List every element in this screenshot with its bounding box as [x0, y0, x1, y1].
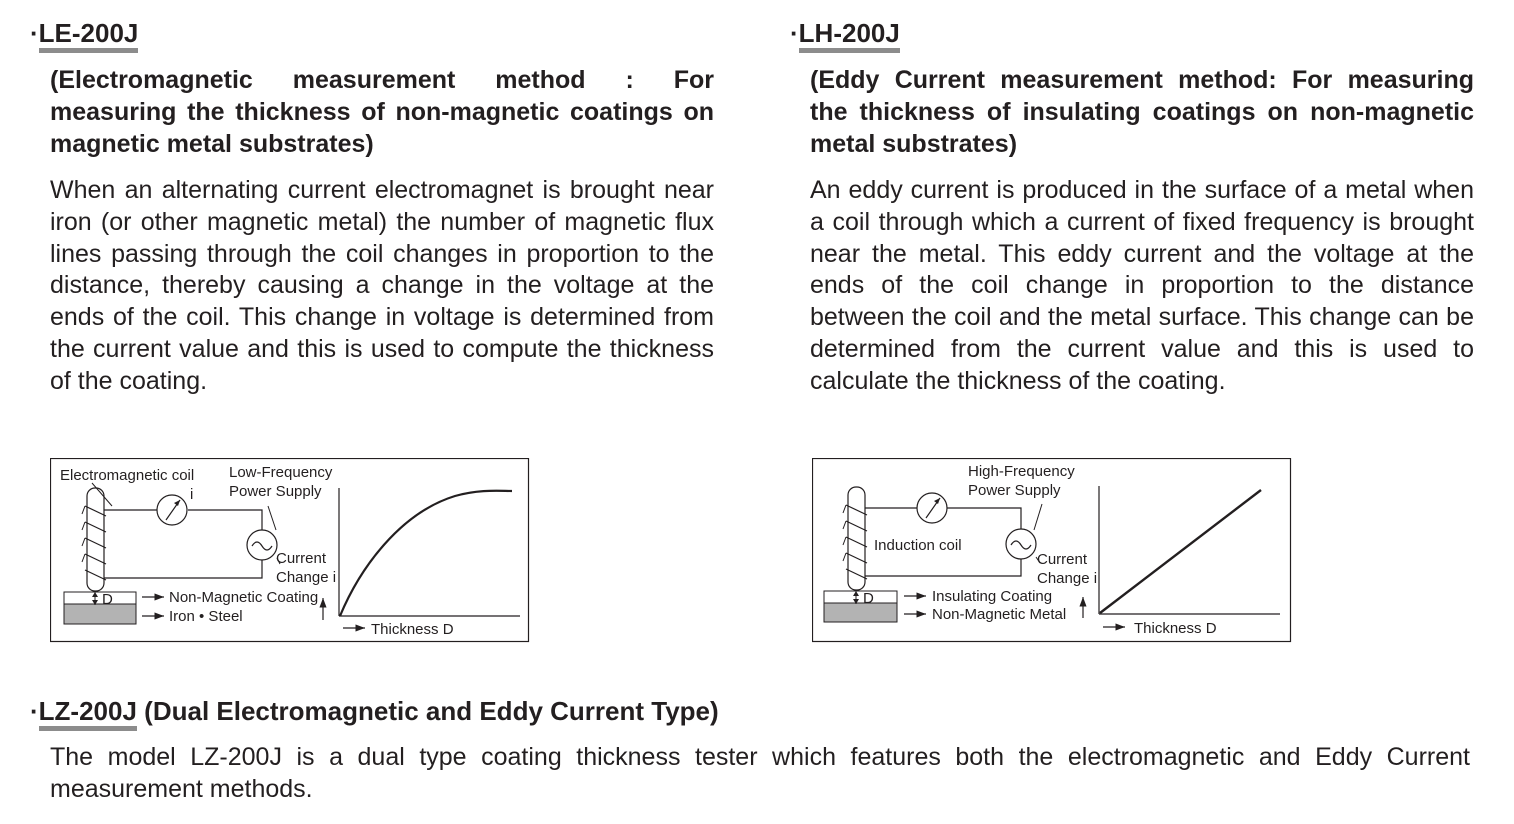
le-subheading: (Electromagnetic measurement method : For measuring the thickness of non-magnetic coatings on magnetic metal substrates): [50, 66, 714, 158]
change-label-2: Change i: [276, 569, 337, 586]
model-name: LZ-200J: [39, 696, 137, 731]
supply-label-2: Power Supply: [229, 483, 322, 500]
lz-title: (Dual Electromagnetic and Eddy Current Type): [136, 696, 719, 726]
lh-diagram: [812, 458, 1294, 649]
bullet: ·: [30, 18, 39, 48]
le-200j-heading: [30, 16, 138, 53]
coil-label: Induction coil: [874, 537, 962, 554]
layer-label-substrate: Iron • Steel: [169, 608, 243, 625]
supply-label-1: Low-Frequency: [229, 464, 333, 481]
supply-label-2: Power Supply: [968, 482, 1061, 499]
bullet: ·: [790, 18, 799, 48]
change-label-2: Change i: [1037, 570, 1098, 587]
model-name: LH-200J: [799, 18, 900, 53]
change-label-1: Current: [1037, 551, 1088, 568]
current-symbol: i: [190, 486, 194, 503]
d-label: D: [863, 590, 874, 607]
x-axis-label: Thickness D: [371, 621, 454, 638]
supply-label-1: High-Frequency: [968, 463, 1075, 480]
bullet: ·: [30, 696, 39, 726]
lh-description: An eddy current is produced in the surface of a metal when a coil through which a current of fixed frequency is brought near the metal. This eddy current and the voltage at the ends of the coil change in proportion to the distance between the coil and the metal surface. This change can be determined from the current value and this is used to calculate the thickness of the coating.: [810, 176, 1474, 395]
lh-200j-heading: [790, 16, 900, 53]
lh-subheading: (Eddy Current measurement method: For measuring the thickness of insulating coatings on non-magnetic metal substrates): [810, 66, 1474, 158]
layer-label-coating: Insulating Coating: [932, 588, 1053, 605]
le-description: When an alternating current electromagnet is brought near iron (or other magnetic metal) the number of magnetic flux lines passing through the coil changes in proportion to the distance, thereby causing a change in the voltage at the ends of the coil. This change in voltage is determined from the current value and this is used to compute the thickness of the coating.: [50, 176, 714, 395]
le-diagram: [50, 458, 530, 649]
layer-label-substrate: Non-Magnetic Metal: [932, 606, 1067, 623]
lz-200j-heading: [30, 694, 719, 731]
layer-label-coating: Non-Magnetic Coating: [169, 589, 319, 606]
x-axis-label: Thickness D: [1134, 620, 1217, 637]
change-label-1: Current: [276, 550, 327, 567]
d-label: D: [102, 591, 113, 608]
lz-description: The model LZ-200J is a dual type coating thickness tester which features both the electromagnetic and Eddy Current measurement methods.: [50, 743, 1470, 803]
model-name: LE-200J: [39, 18, 139, 53]
coil-label: Electromagnetic coil: [60, 467, 195, 484]
